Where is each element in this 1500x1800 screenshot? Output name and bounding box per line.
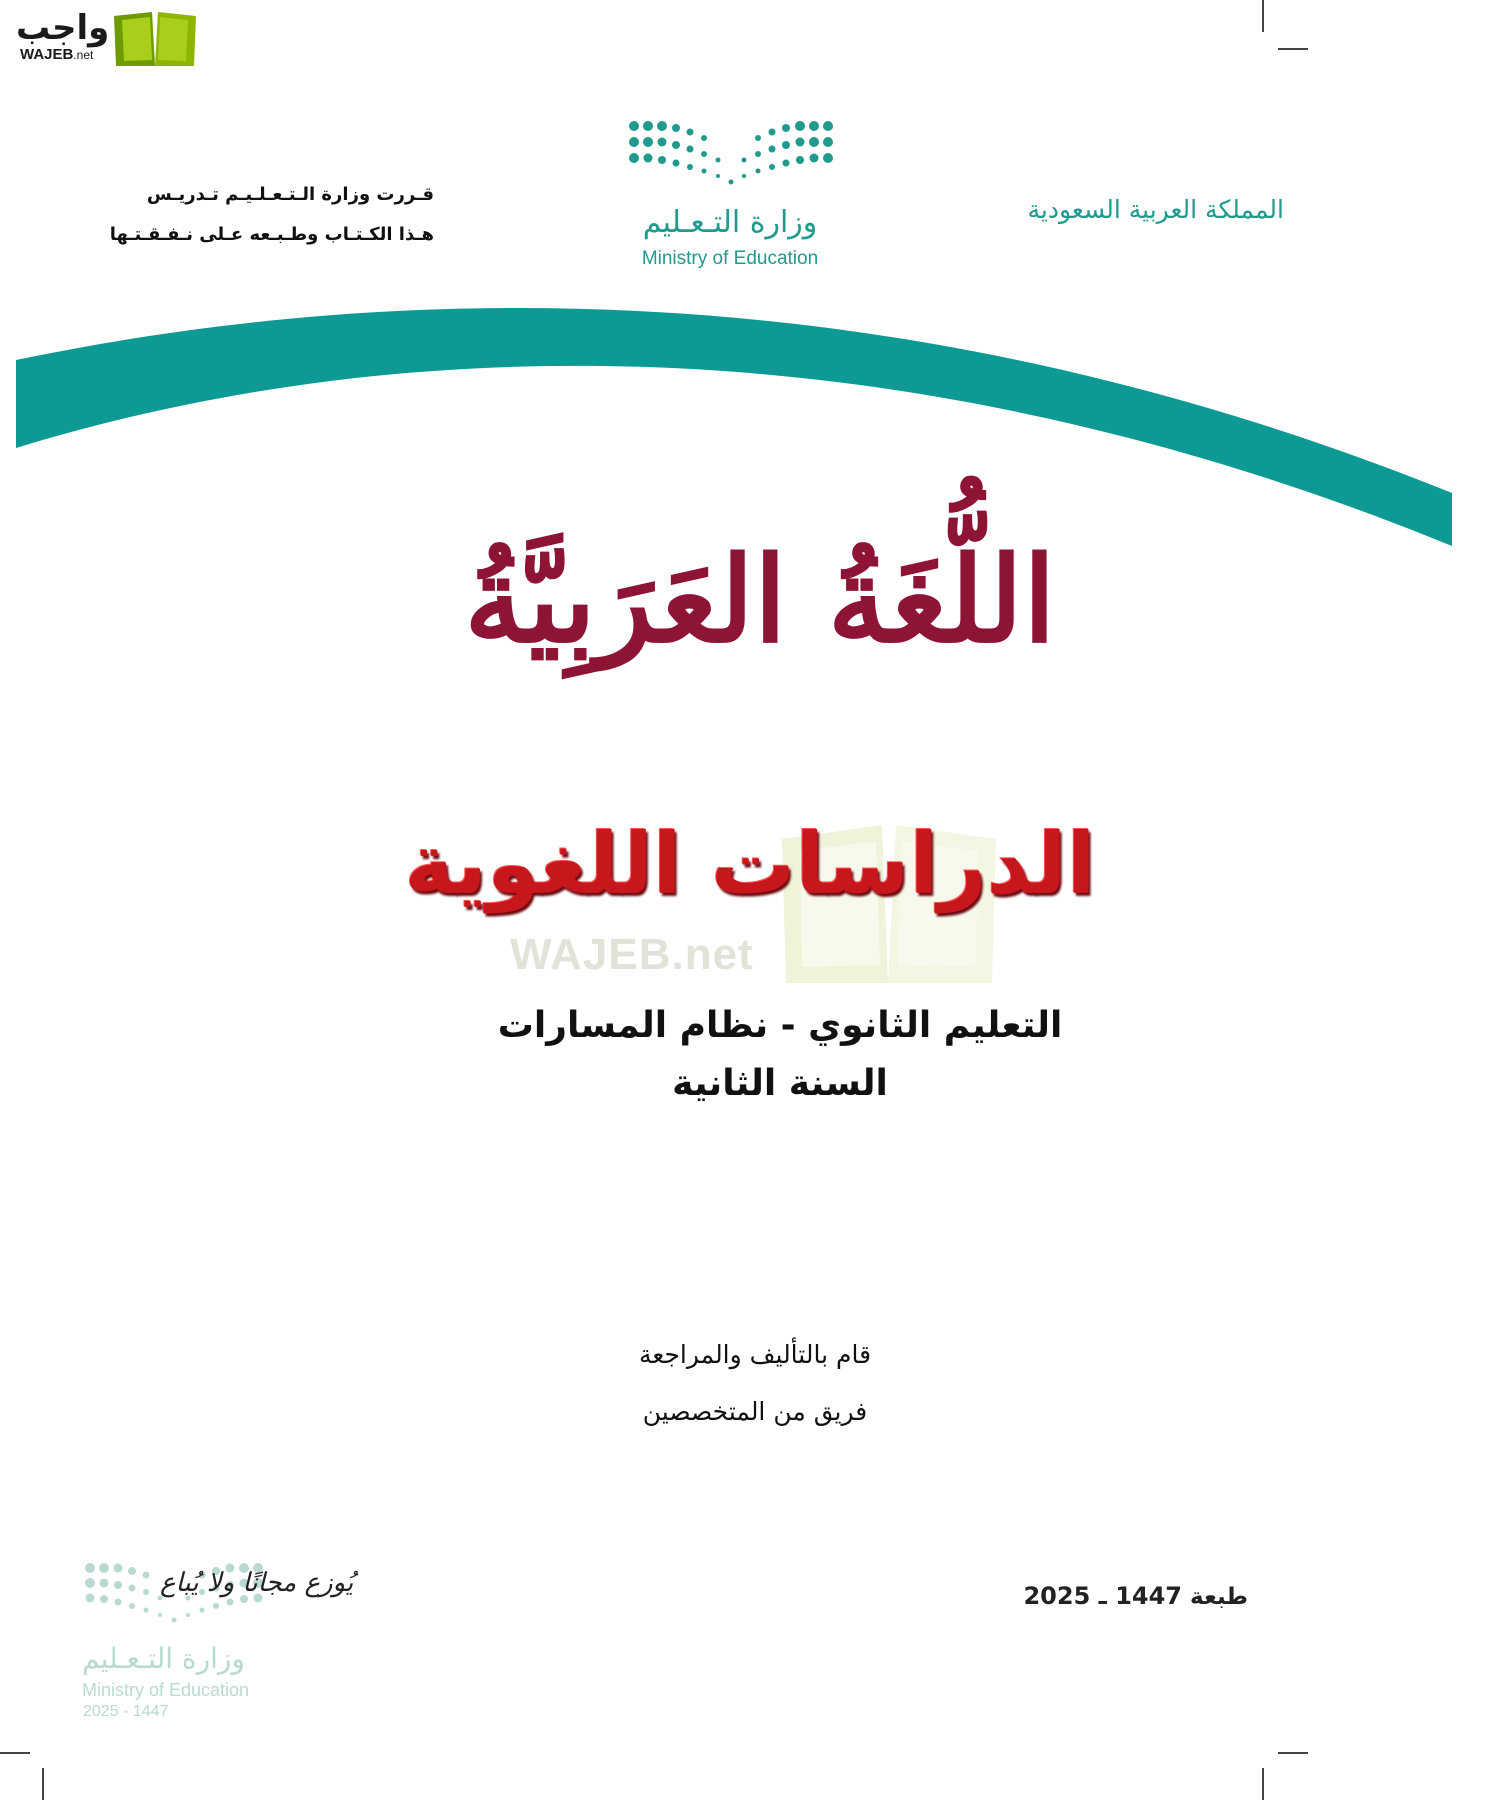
footer-moe-english: Ministry of Education <box>82 1680 250 1700</box>
wajeb-logo[interactable] <box>8 4 198 68</box>
edition-word: طبعة <box>1190 1584 1248 1610</box>
edition-label <box>1023 1582 1248 1610</box>
approval-line-2: هـذا الكـتـاب وطـبـعه عـلى نـفـقـتـها <box>109 224 434 245</box>
crop-mark <box>1262 0 1264 32</box>
level-line-1: التعليم الثانوي - نظام المسارات <box>497 1005 1063 1046</box>
watermark-text: WAJEB.net <box>510 930 754 979</box>
edition-years: 1447 ـ 2025 <box>1023 1582 1182 1610</box>
crop-mark <box>1278 48 1308 50</box>
wajeb-logo-latin: WAJEB.net <box>20 46 94 63</box>
footer-moe-arabic: وزارة التـعـليم <box>82 1642 245 1675</box>
approval-line-1: قـررت وزارة الـتـعـلـيـم تـدريـس <box>146 184 434 205</box>
level-line-2: السنة الثانية <box>672 1063 888 1104</box>
crop-mark <box>0 1752 30 1754</box>
moe-logo-english: Ministry of Education <box>641 248 819 269</box>
teal-swoosh-band <box>0 290 1500 560</box>
crop-mark <box>1278 1752 1308 1754</box>
moe-logo-arabic: وزارة التـعـليم <box>642 205 818 240</box>
free-distribution-note: يُوزع مجانًا ولا يُباع <box>160 1568 354 1598</box>
footer-years: 2025 - 1447 <box>83 1703 169 1720</box>
kingdom-title: المملكة العربية السعودية <box>1027 195 1284 224</box>
credits-line-1: قام بالتأليف والمراجعة <box>638 1340 872 1369</box>
book-title: اللُّغَةُ العَرَبِيَّةُ <box>464 530 1056 669</box>
credits-line-2: فريق من المتخصصين <box>642 1397 868 1426</box>
moe-logo-dots-icon <box>628 118 834 190</box>
subject-title: الدراسات اللغوية <box>404 815 1096 913</box>
book-icon <box>112 6 198 68</box>
wajeb-logo-arabic: واجب <box>16 8 110 48</box>
crop-mark <box>42 1768 44 1800</box>
crop-mark <box>1262 1768 1264 1800</box>
